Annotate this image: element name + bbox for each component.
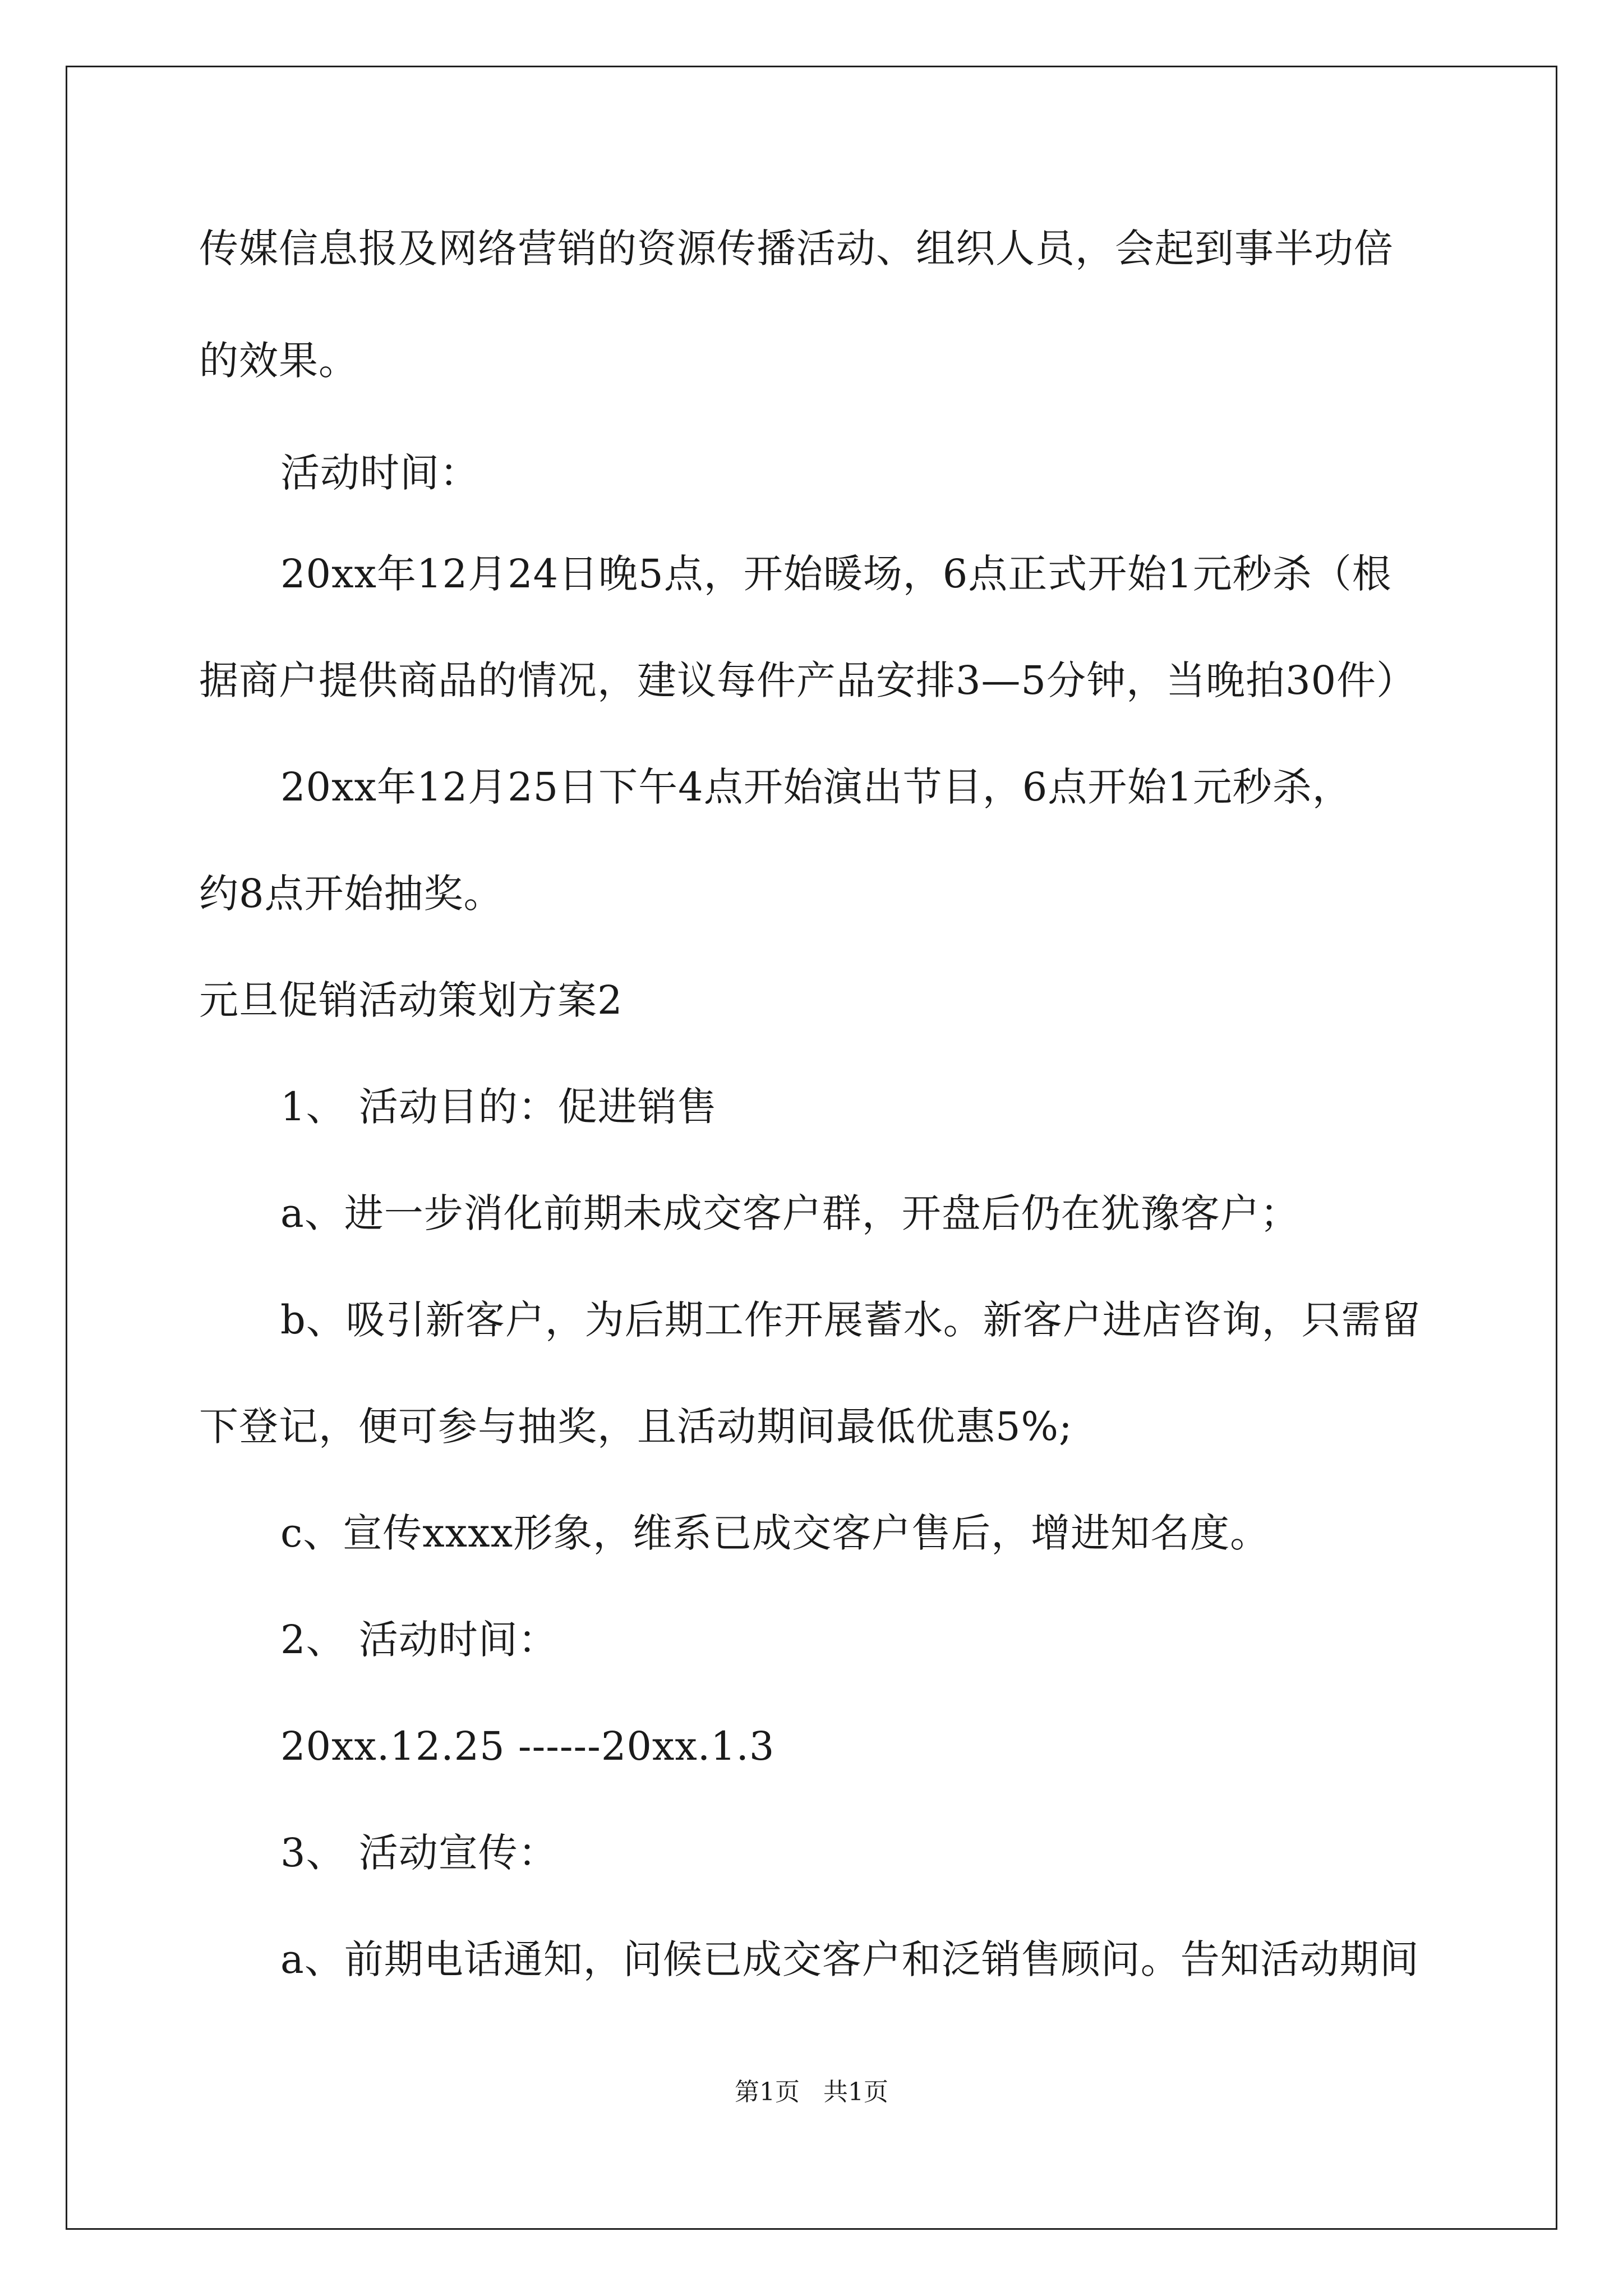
body-line-4: 20xx年12月24日晚5点，开始暖场，6点正式开始1元秒杀（根 bbox=[280, 551, 1392, 597]
body-line-9: 1、 活动目的：促进销售 bbox=[280, 1084, 717, 1130]
body-line-7: 约8点开始抽奖。 bbox=[199, 871, 504, 917]
body-line-12: 下登记，便可参与抽奖，且活动期间最低优惠5%; bbox=[199, 1404, 1073, 1450]
body-line-14: 2、 活动时间： bbox=[280, 1617, 558, 1663]
body-line-3: 活动时间： bbox=[280, 450, 479, 496]
body-line-6: 20xx年12月25日下午4点开始演出节目，6点开始1元秒杀， bbox=[280, 764, 1352, 810]
body-line-16: 3、 活动宣传： bbox=[280, 1830, 558, 1876]
body-line-15: 20xx.12.25 ------20xx.1.3 bbox=[280, 1723, 775, 1769]
body-line-1: 传媒信息报及网络营销的资源传播活动、组织人员，会起到事半功倍 bbox=[199, 226, 1394, 272]
body-line-11: b、吸引新客户，为后期工作开展蓄水。新客户进店咨询，只需留 bbox=[280, 1297, 1421, 1343]
section-heading: 元旦促销活动策划方案2 bbox=[199, 977, 623, 1023]
body-line-17: a、前期电话通知，问候已成交客户和泛销售顾问。告知活动期间 bbox=[280, 1936, 1419, 1982]
body-line-2: 的效果。 bbox=[199, 338, 358, 384]
body-line-10: a、进一步消化前期未成交客户群，开盘后仍在犹豫客户； bbox=[280, 1190, 1300, 1236]
body-line-13: c、宣传xxxx形象，维系已成交客户售后，增进知名度。 bbox=[280, 1510, 1270, 1556]
page-footer: 第1页 共1页 bbox=[735, 2078, 888, 2106]
body-line-5: 据商户提供商品的情况，建议每件产品安排3—5分钟，当晚拍30件） bbox=[199, 657, 1417, 703]
page-border bbox=[66, 66, 1557, 2230]
